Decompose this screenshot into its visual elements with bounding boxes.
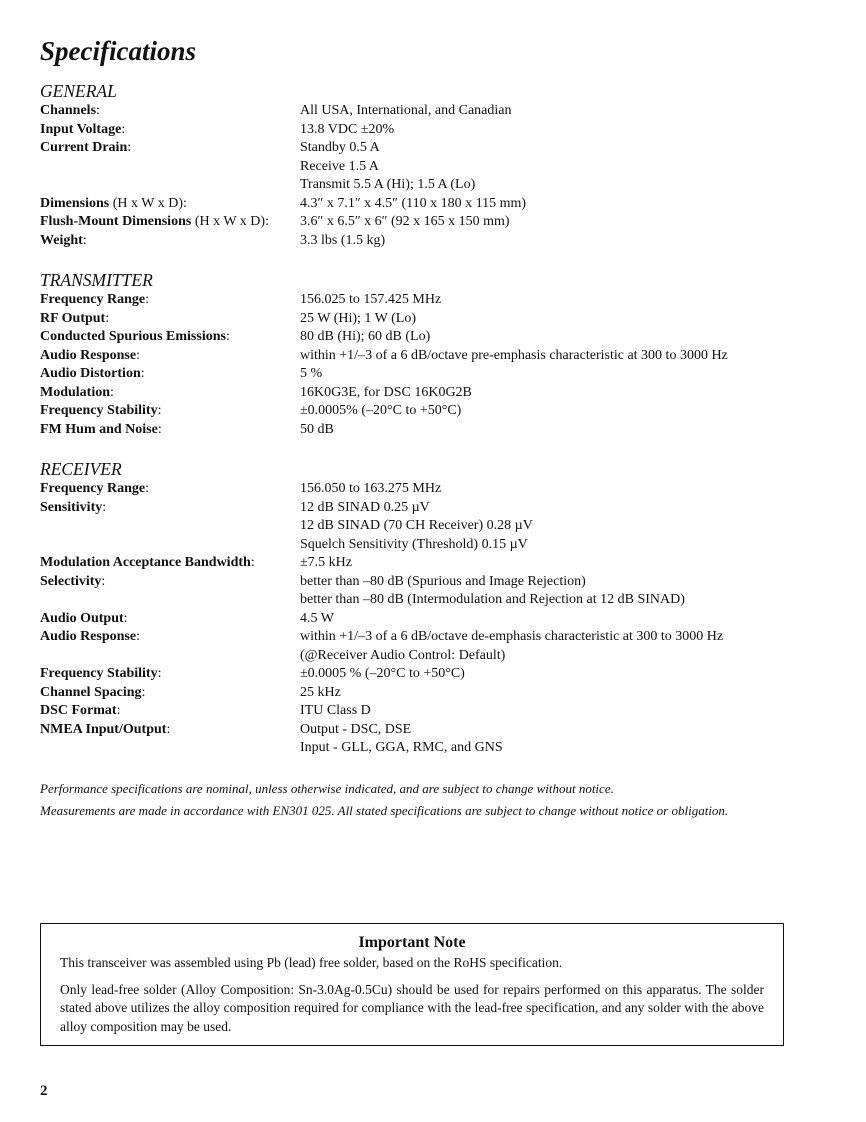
spec-label: Frequency Stability:: [40, 403, 162, 418]
spec-row: [40, 628, 840, 665]
spec-value-line: 5 %: [300, 366, 323, 381]
spec-value: [300, 702, 840, 721]
spec-value: [300, 291, 840, 310]
spec-value-line: (@Receiver Audio Control: Default): [300, 647, 506, 663]
spec-value-line: Transmit 5.5 A (Hi); 1.5 A (Lo): [300, 177, 476, 192]
spec-value: [300, 384, 840, 403]
spec-value-line: 50 dB: [300, 421, 334, 437]
spec-label: Frequency Range:: [40, 481, 150, 496]
spec-label: Audio Response:: [40, 629, 140, 644]
spec-value: [300, 684, 840, 703]
spec-value-line: within +1/–3 of a 6 dB/octave de-emphasis characteristic at 300 to 3000 Hz: [300, 629, 724, 644]
spec-value: [300, 402, 840, 421]
spec-value: [300, 610, 840, 629]
footnote: Performance specifications are nominal, unless otherwise indicated, and are subject to change without notice.: [40, 781, 614, 796]
section-heading: GENERAL: [40, 81, 117, 101]
general-section: [40, 80, 840, 250]
spec-value-line: within +1/–3 of a 6 dB/octave pre-emphasis characteristic at 300 to 3000 Hz: [300, 347, 728, 363]
spec-value-line: Output - DSC, DSE: [300, 721, 412, 737]
spec-row: [40, 328, 840, 347]
spec-value: [300, 480, 840, 499]
spec-row: [40, 573, 840, 610]
spec-row: [40, 384, 840, 403]
spec-value-line: ±7.5 kHz: [300, 555, 353, 570]
spec-row: [40, 310, 840, 329]
spec-row: [40, 195, 840, 214]
spec-row: [40, 665, 840, 684]
spec-row: [40, 702, 840, 721]
spec-value-line: better than –80 dB (Spurious and Image Rejection): [300, 573, 586, 589]
spec-value: [300, 195, 840, 214]
spec-value: [300, 102, 840, 121]
section-heading: TRANSMITTER: [40, 270, 153, 290]
spec-value: [300, 721, 840, 758]
spec-value: [300, 347, 840, 366]
spec-row: [40, 421, 840, 440]
spec-label: Audio Output:: [40, 610, 128, 626]
spec-value: [300, 213, 840, 232]
spec-value: [300, 573, 840, 610]
spec-row: [40, 347, 840, 366]
spec-value: [300, 665, 840, 684]
spec-row: [40, 232, 840, 251]
spec-value-line: 4.5 W: [300, 610, 334, 626]
spec-value-line: 12 dB SINAD 0.25 µV: [300, 499, 430, 515]
spec-value: [300, 628, 840, 665]
spec-label: Selectivity:: [40, 573, 106, 589]
spec-value: [300, 554, 840, 573]
spec-row: [40, 291, 840, 310]
spec-value: [300, 310, 840, 329]
spec-value: [300, 121, 840, 140]
page-title: Specifications: [40, 36, 196, 66]
spec-value: [300, 421, 840, 440]
spec-value: [300, 139, 840, 195]
spec-value-line: ±0.0005% (–20°C to +50°C): [300, 403, 462, 418]
spec-value-line: 16K0G3E, for DSC 16K0G2B: [300, 384, 472, 400]
spec-label: Flush-Mount Dimensions (H x W x D):: [40, 214, 269, 229]
spec-row: [40, 139, 840, 195]
spec-value-line: 3.3 lbs (1.5 kg): [300, 232, 386, 248]
spec-label: Sensitivity:: [40, 499, 107, 515]
spec-value: [300, 232, 840, 251]
spec-value-line: 25 kHz: [300, 684, 341, 700]
section-heading: RECEIVER: [40, 459, 122, 479]
spec-label: Channel Spacing:: [40, 684, 146, 700]
spec-value: [300, 365, 840, 384]
spec-label: Weight:: [40, 232, 87, 248]
spec-value-line: 4.3″ x 7.1″ x 4.5″ (110 x 180 x 115 mm): [300, 195, 527, 211]
spec-value-line: ITU Class D: [300, 703, 371, 718]
spec-row: [40, 721, 840, 758]
spec-label: NMEA Input/Output:: [40, 721, 171, 737]
spec-label: Modulation Acceptance Bandwidth:: [40, 555, 255, 570]
spec-label: RF Output:: [40, 310, 110, 326]
spec-label: Frequency Stability:: [40, 666, 162, 681]
important-note-paragraph: This transceiver was assembled using Pb (lead) free solder, based on the RoHS specification.: [60, 955, 563, 970]
spec-value-line: All USA, International, and Canadian: [300, 103, 512, 118]
spec-value-line: 80 dB (Hi); 60 dB (Lo): [300, 329, 431, 344]
spec-value: [300, 328, 840, 347]
spec-label: Audio Distortion:: [40, 366, 145, 381]
spec-label: Input Voltage:: [40, 121, 126, 137]
spec-row: [40, 102, 840, 121]
transmitter-section: [40, 269, 840, 439]
spec-label: FM Hum and Noise:: [40, 421, 162, 437]
spec-value-line: Input - GLL, GGA, RMC, and GNS: [300, 740, 503, 755]
spec-value-line: Receive 1.5 A: [300, 158, 379, 174]
footnotes: [40, 778, 840, 822]
important-note-box: [40, 923, 784, 1046]
spec-row: [40, 499, 840, 555]
spec-row: [40, 402, 840, 421]
receiver-section: [40, 458, 840, 758]
spec-value-line: 12 dB SINAD (70 CH Receiver) 0.28 µV: [300, 518, 533, 533]
page-number: 2: [40, 1083, 48, 1099]
important-note-paragraph: Only lead-free solder (Alloy Composition: Sn-3.0Ag-0.5Cu) should be used for repairs performed on this apparatus. The solder stated above utilizes the alloy composition required for compliance with the lead-free specification, and any solder with the above alloy composition may be used.: [60, 981, 764, 1034]
spec-label: Channels:: [40, 103, 100, 118]
spec-value: [300, 499, 840, 555]
spec-value-line: better than –80 dB (Intermodulation and Rejection at 12 dB SINAD): [300, 592, 685, 607]
spec-label: Audio Response:: [40, 347, 140, 363]
spec-label: DSC Format:: [40, 703, 121, 718]
spec-row: [40, 554, 840, 573]
spec-label: Current Drain:: [40, 140, 132, 155]
spec-label: Conducted Spurious Emissions:: [40, 329, 230, 344]
spec-label: Frequency Range:: [40, 292, 150, 307]
spec-value-line: Standby 0.5 A: [300, 140, 380, 155]
spec-value-line: 156.050 to 163.275 MHz: [300, 481, 442, 496]
spec-row: [40, 610, 840, 629]
spec-value-line: ±0.0005 % (–20°C to +50°C): [300, 666, 465, 681]
spec-value-line: 156.025 to 157.425 MHz: [300, 292, 442, 307]
spec-value-line: 13.8 VDC ±20%: [300, 121, 395, 137]
spec-value-line: 25 W (Hi); 1 W (Lo): [300, 310, 417, 326]
spec-value-line: 3.6″ x 6.5″ x 6″ (92 x 165 x 150 mm): [300, 214, 510, 229]
spec-label: Modulation:: [40, 384, 114, 400]
spec-row: [40, 121, 840, 140]
spec-row: [40, 684, 840, 703]
spec-row: [40, 213, 840, 232]
important-note-title: Important Note: [358, 934, 466, 951]
spec-row: [40, 365, 840, 384]
footnote: Measurements are made in accordance with EN301 025. All stated specifications are subject to change without notice or obligation.: [40, 803, 729, 818]
spec-value-line: Squelch Sensitivity (Threshold) 0.15 µV: [300, 536, 528, 552]
spec-row: [40, 480, 840, 499]
spec-label: Dimensions (H x W x D):: [40, 195, 187, 211]
